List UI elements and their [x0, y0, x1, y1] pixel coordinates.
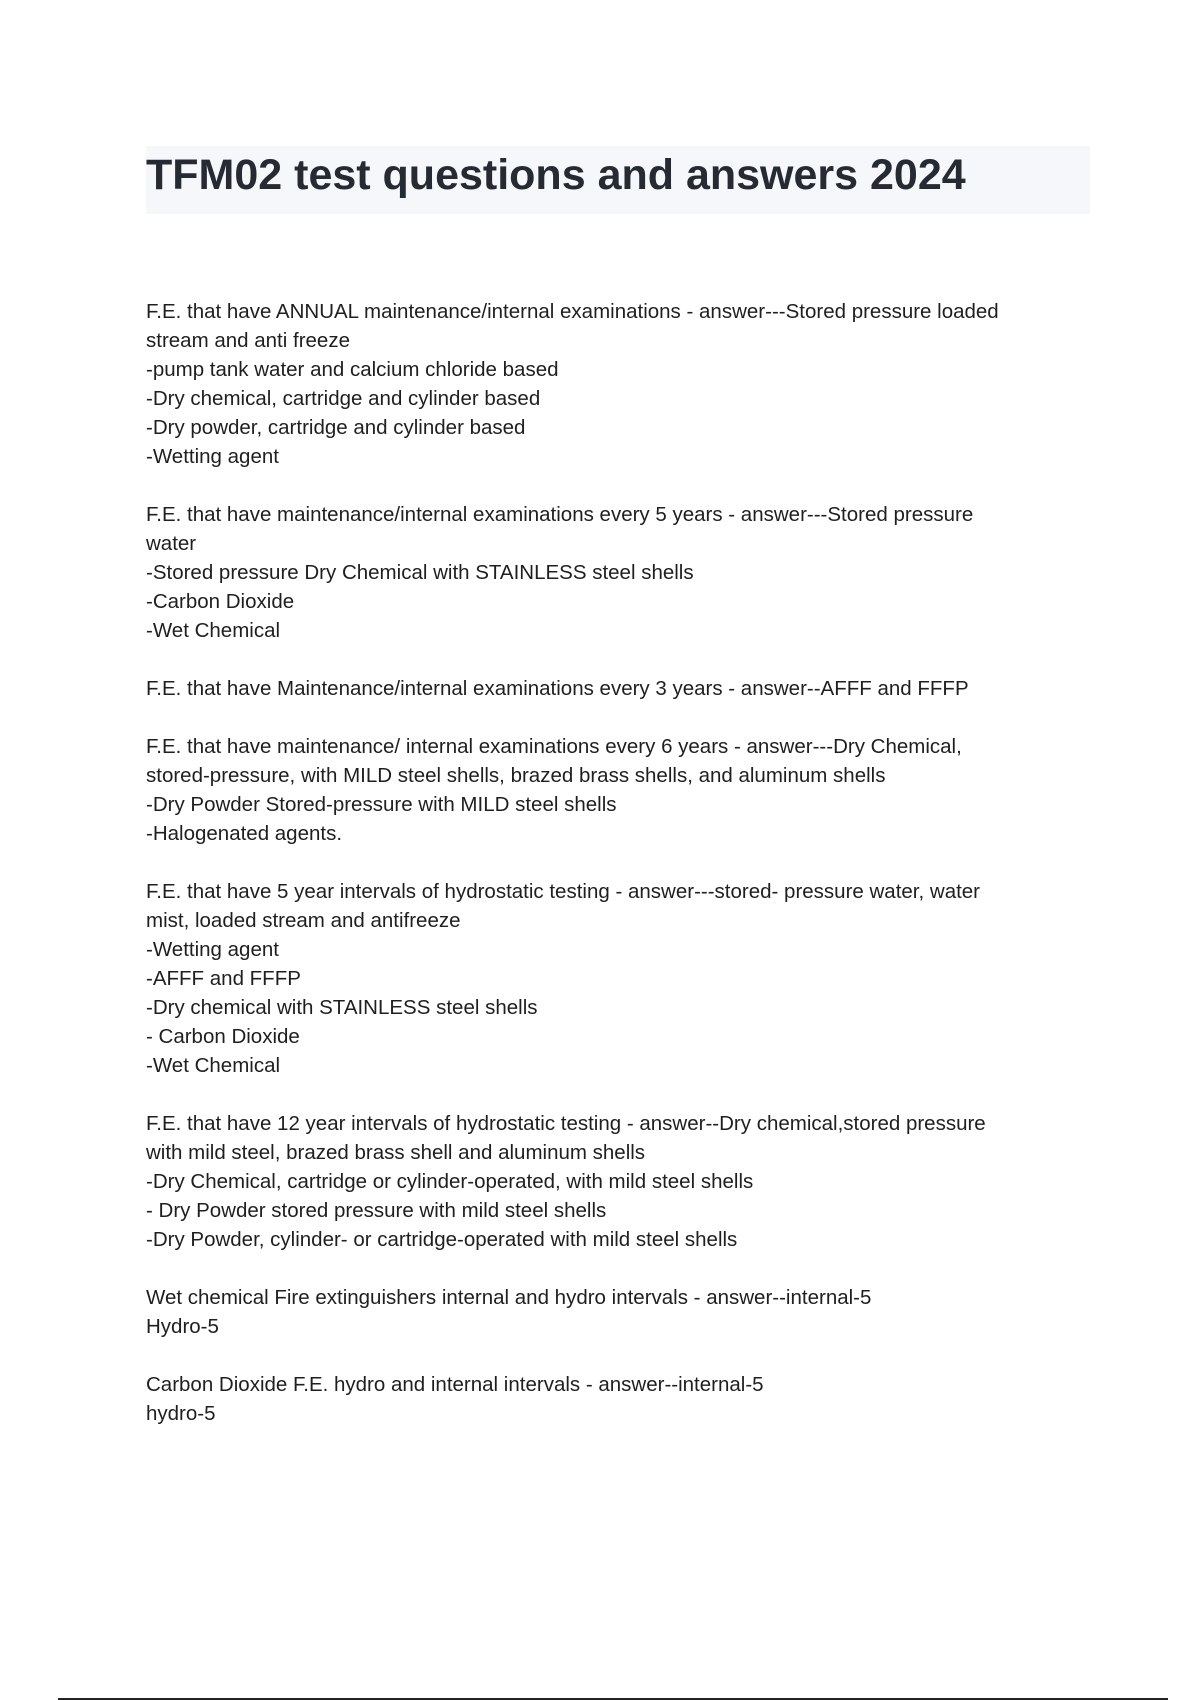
- qa-line: with mild steel, brazed brass shell and aluminum shells: [146, 1141, 646, 1164]
- qa-entry: [146, 732, 1096, 848]
- qa-line: -Wetting agent: [146, 445, 279, 468]
- qa-line: -Dry chemical, cartridge and cylinder based: [146, 387, 541, 410]
- page-title: TFM02 test questions and answers 2024: [146, 151, 966, 199]
- qa-entry: [146, 1109, 1096, 1254]
- qa-entry: [146, 1370, 1096, 1428]
- qa-line: hydro-5: [146, 1402, 216, 1425]
- qa-line: F.E. that have 12 year intervals of hydrostatic testing - answer--Dry chemical,stored pressure: [146, 1112, 986, 1135]
- qa-entry: [146, 500, 1096, 645]
- qa-line: -AFFF and FFFP: [146, 967, 301, 990]
- qa-line: F.E. that have maintenance/internal examinations every 5 years - answer---Stored pressure: [146, 503, 974, 526]
- qa-line: water: [146, 532, 197, 555]
- qa-line: Wet chemical Fire extinguishers internal and hydro intervals - answer--internal-5: [146, 1286, 872, 1309]
- qa-line: -Dry Chemical, cartridge or cylinder-operated, with mild steel shells: [146, 1170, 754, 1193]
- qa-line: -Dry chemical with STAINLESS steel shells: [146, 996, 538, 1019]
- qa-line: stored-pressure, with MILD steel shells, brazed brass shells, and aluminum shells: [146, 764, 886, 787]
- qa-line: - Carbon Dioxide: [146, 1025, 300, 1048]
- qa-line: - Dry Powder stored pressure with mild steel shells: [146, 1199, 607, 1222]
- qa-line: -Halogenated agents.: [146, 822, 343, 845]
- qa-entry: [146, 297, 1096, 471]
- qa-list: [146, 297, 1096, 1457]
- qa-line: -pump tank water and calcium chloride based: [146, 358, 559, 381]
- qa-line: -Dry Powder, cylinder- or cartridge-operated with mild steel shells: [146, 1228, 738, 1251]
- qa-line: stream and anti freeze: [146, 329, 350, 352]
- qa-entry: [146, 674, 1096, 703]
- qa-line: Hydro-5: [146, 1315, 219, 1338]
- qa-line: F.E. that have 5 year intervals of hydrostatic testing - answer---stored- pressure water, water: [146, 880, 981, 903]
- qa-line: -Dry powder, cartridge and cylinder based: [146, 416, 526, 439]
- qa-line: -Wetting agent: [146, 938, 279, 961]
- qa-line: -Dry Powder Stored-pressure with MILD steel shells: [146, 793, 617, 816]
- qa-line: -Wet Chemical: [146, 619, 281, 642]
- qa-line: Carbon Dioxide F.E. hydro and internal intervals - answer--internal-5: [146, 1373, 764, 1396]
- qa-line: -Wet Chemical: [146, 1054, 281, 1077]
- qa-line: F.E. that have maintenance/ internal examinations every 6 years - answer---Dry Chemical,: [146, 735, 962, 758]
- qa-line: F.E. that have Maintenance/internal examinations every 3 years - answer--AFFF and FFFP: [146, 677, 969, 700]
- qa-entry: [146, 1283, 1096, 1341]
- qa-line: F.E. that have ANNUAL maintenance/internal examinations - answer---Stored pressure loaded: [146, 300, 999, 323]
- qa-entry: [146, 877, 1096, 1080]
- qa-line: -Carbon Dioxide: [146, 590, 295, 613]
- qa-line: mist, loaded stream and antifreeze: [146, 909, 461, 932]
- qa-line: -Stored pressure Dry Chemical with STAINLESS steel shells: [146, 561, 694, 584]
